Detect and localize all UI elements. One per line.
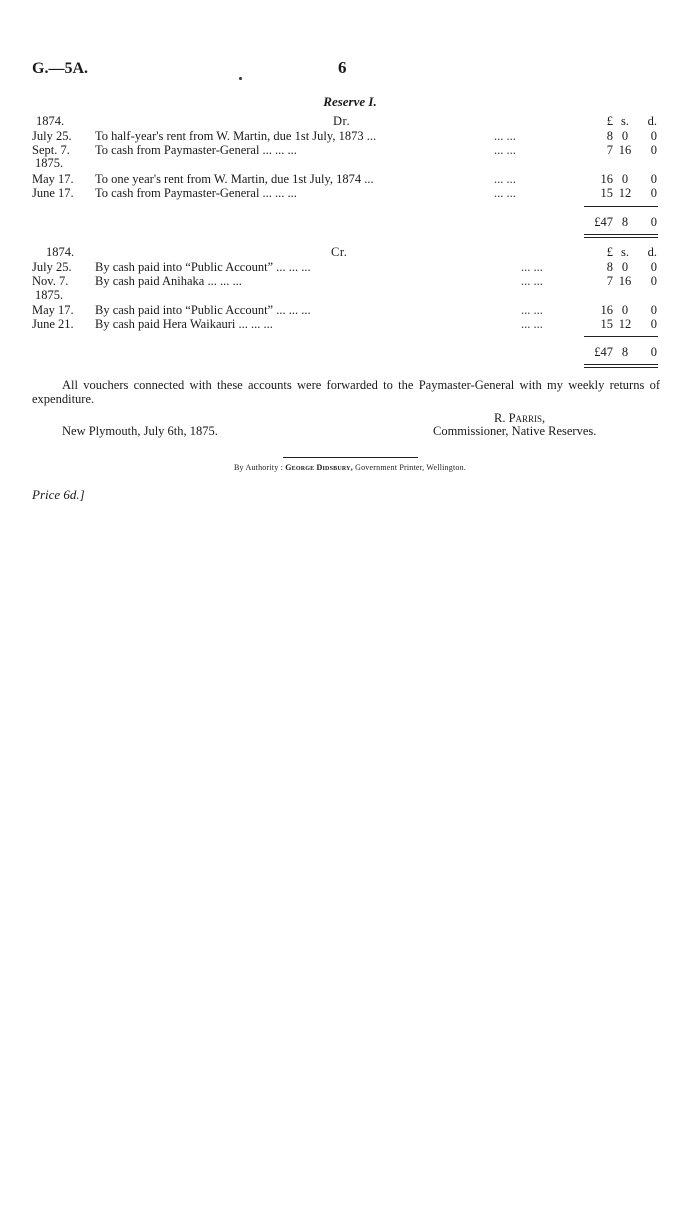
imprint-printer: George Didsbury, [285, 463, 353, 472]
entry-description: To cash from Paymaster-General ... ... ... [95, 186, 297, 200]
entry-description: By cash paid Anihaka ... ... ... [95, 274, 242, 288]
leader-dots: ... ... [521, 274, 543, 288]
debit-total-shillings: 8 [621, 215, 629, 229]
credit-total-pounds: £47 [594, 345, 613, 359]
credit-total-rule [584, 364, 658, 365]
debit-total-rule [584, 234, 658, 235]
credit-year-row [32, 289, 660, 302]
credit-row [32, 304, 660, 317]
entry-date: July 25. [32, 129, 72, 143]
credit-unit-pence: d. [647, 245, 657, 259]
debit-sum-rule [584, 206, 658, 207]
entry-description: By cash paid into “Public Account” ... ... ... [95, 260, 311, 274]
entry-shillings: 0 [621, 303, 629, 317]
debit-side-label: Dr. [333, 114, 351, 128]
credit-total-rule-double [584, 367, 658, 368]
entry-shillings: 0 [621, 129, 629, 143]
leader-dots: ... ... [521, 317, 543, 331]
entry-pence: 0 [650, 172, 657, 186]
credit-row [32, 275, 660, 288]
entry-date: Nov. 7. [32, 274, 69, 288]
entry-shillings: 12 [618, 317, 632, 331]
imprint-rule [283, 457, 418, 458]
entry-pence: 0 [650, 129, 657, 143]
debit-unit-pounds: £ [606, 114, 613, 128]
credit-total-row [32, 346, 660, 359]
entry-description: To half-year's rent from W. Martin, due 1st July, 1873 ... [95, 129, 377, 143]
entry-year: 1875. [35, 288, 64, 302]
imprint-suffix: Government Printer, Wellington. [355, 463, 466, 472]
entry-shillings: 0 [621, 260, 629, 274]
entry-date: May 17. [32, 303, 74, 317]
price-note: Price 6d.] [32, 487, 85, 502]
entry-description: To one year's rent from W. Martin, due 1st July, 1874 ... [95, 172, 374, 186]
entry-date: July 25. [32, 260, 72, 274]
entry-date: June 21. [32, 317, 74, 331]
credit-sum-rule [584, 336, 658, 337]
place-and-date: New Plymouth, July 6th, 1875. [62, 424, 218, 438]
entry-date: May 17. [32, 172, 74, 186]
debit-row [32, 187, 660, 200]
debit-total-row [32, 216, 660, 229]
debit-row [32, 144, 660, 157]
leader-dots: ... ... [494, 172, 516, 186]
imprint-prefix: By Authority : [234, 463, 284, 472]
credit-year-heading: 1874. [46, 245, 75, 259]
debit-row [32, 173, 660, 186]
entry-pence: 0 [650, 186, 657, 200]
vouchers-note: All vouchers connected with these accounts were forwarded to the Paymaster-General with my weekly returns of expenditure. [32, 378, 660, 406]
leader-dots: ... ... [521, 303, 543, 317]
credit-heading-row [32, 246, 660, 259]
credit-side-label: Cr. [331, 245, 348, 259]
debit-total-pence: 0 [650, 215, 657, 229]
entry-shillings: 16 [618, 143, 632, 157]
entry-pounds: 16 [600, 172, 613, 186]
entry-pence: 0 [650, 260, 657, 274]
entry-pounds: 8 [606, 129, 613, 143]
entry-pounds: 15 [600, 186, 613, 200]
leader-dots: ... ... [494, 186, 516, 200]
entry-pence: 0 [650, 274, 657, 288]
debit-heading-row [32, 115, 660, 128]
entry-description: By cash paid Hera Waikauri ... ... ... [95, 317, 273, 331]
debit-total-pounds: £47 [594, 215, 613, 229]
leader-dots: ... ... [521, 260, 543, 274]
printer-imprint [0, 463, 700, 472]
page-number: 6 [338, 58, 347, 77]
entry-pounds: 8 [606, 260, 613, 274]
debit-unit-pence: d. [647, 114, 657, 128]
entry-pence: 0 [650, 317, 657, 331]
entry-pounds: 7 [606, 274, 613, 288]
debit-year-heading: 1874. [36, 114, 65, 128]
entry-year: 1875. [35, 156, 64, 170]
debit-year-row [32, 157, 660, 170]
entry-pence: 0 [650, 143, 657, 157]
credit-total-shillings: 8 [621, 345, 629, 359]
document-reference: G.—5A. [32, 60, 88, 77]
print-speck [239, 77, 242, 80]
credit-total-pence: 0 [650, 345, 657, 359]
reserve-title: Reserve I. [323, 94, 377, 109]
entry-pence: 0 [650, 303, 657, 317]
entry-description: By cash paid into “Public Account” ... ... ... [95, 303, 311, 317]
debit-unit-shillings: s. [621, 114, 629, 128]
leader-dots: ... ... [494, 129, 516, 143]
entry-date: Sept. 7. [32, 143, 70, 157]
entry-description: To cash from Paymaster-General ... ... ... [95, 143, 297, 157]
entry-date: June 17. [32, 186, 74, 200]
leader-dots: ... ... [494, 143, 516, 157]
credit-unit-shillings: s. [621, 245, 629, 259]
signatory-name: R. Parris, [494, 411, 546, 425]
credit-row [32, 318, 660, 331]
debit-total-rule-double [584, 237, 658, 238]
credit-row [32, 261, 660, 274]
entry-pounds: 16 [600, 303, 613, 317]
debit-row [32, 130, 660, 143]
signatory-title: Commissioner, Native Reserves. [433, 424, 597, 438]
entry-pounds: 7 [606, 143, 613, 157]
entry-shillings: 16 [618, 274, 632, 288]
entry-shillings: 12 [618, 186, 632, 200]
entry-pounds: 15 [600, 317, 613, 331]
entry-shillings: 0 [621, 172, 629, 186]
credit-unit-pounds: £ [606, 245, 613, 259]
